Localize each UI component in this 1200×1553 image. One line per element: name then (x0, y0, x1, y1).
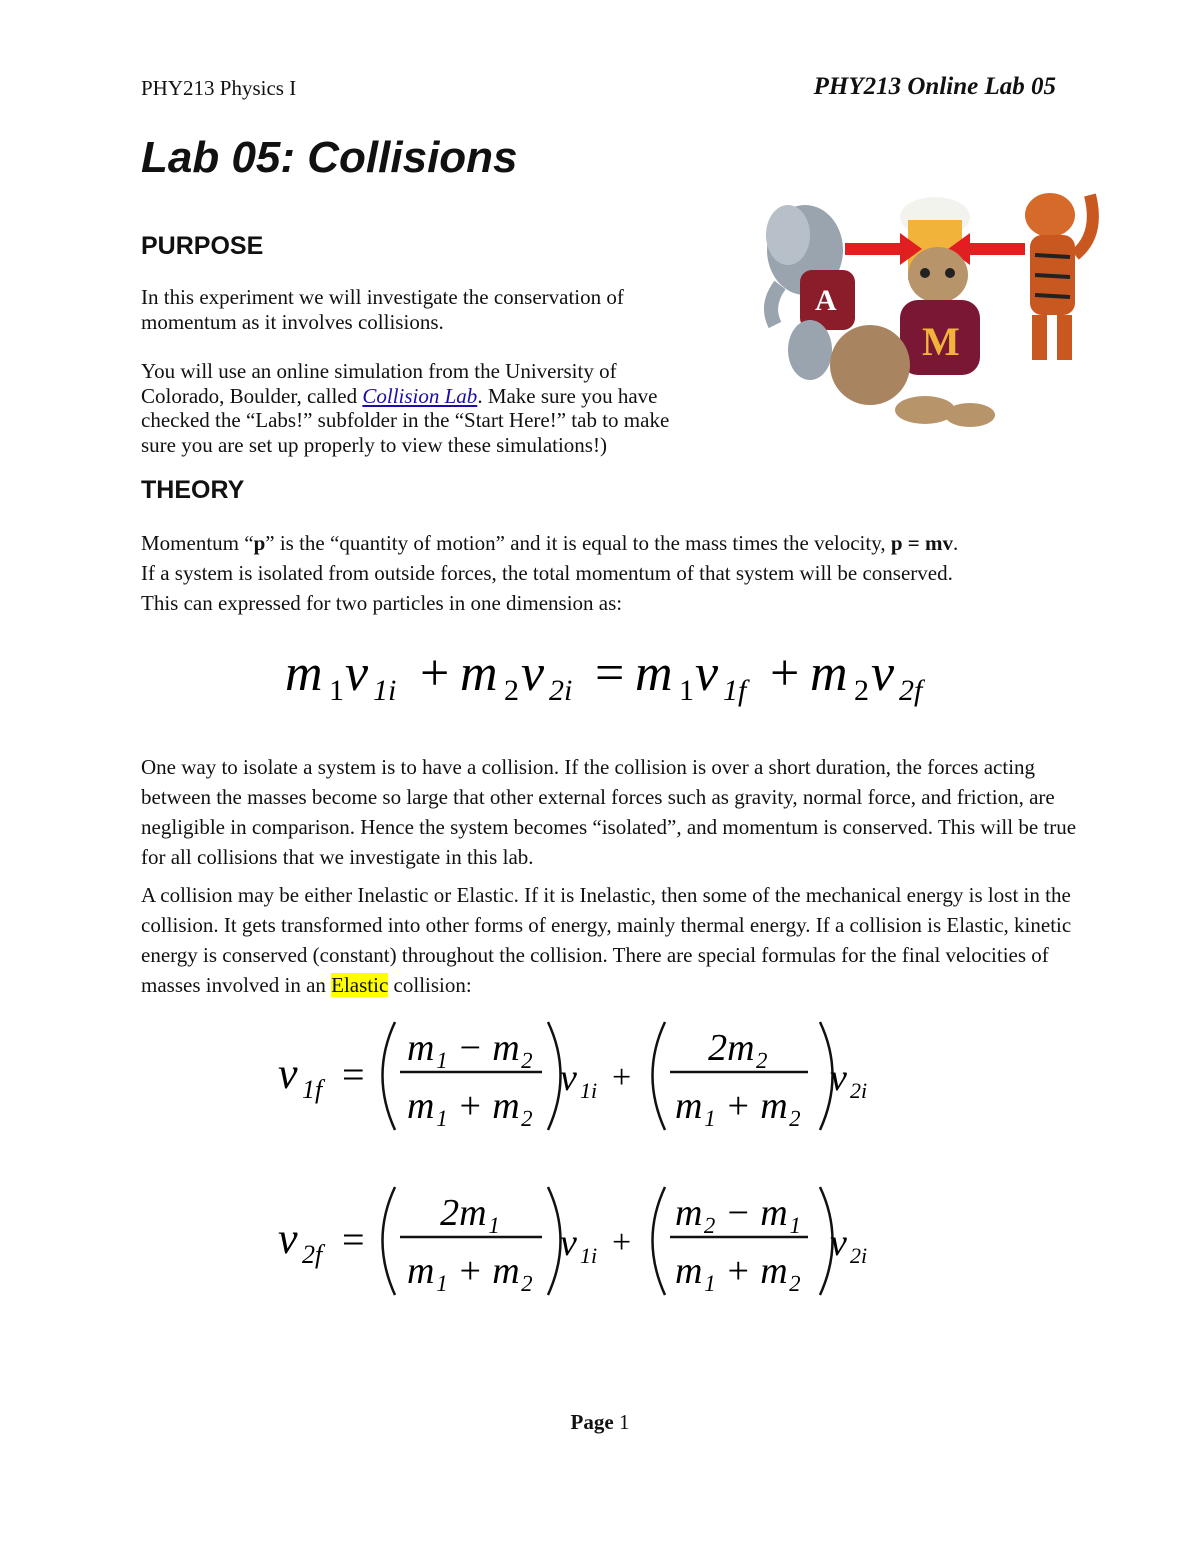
svg-text:m₁ + m₂: m₁ + m₂ (675, 1250, 801, 1292)
svg-text:m: m (810, 645, 848, 702)
theory-paragraph-1: Momentum “p” is the “quantity of motion” and it is equal to the mass times the velocity, p = mv. If a system is isolated from outside forces, the total momentum of that system will be conserved. This can expressed for two particles in one dimension as: (141, 531, 959, 615)
svg-text:1i: 1i (373, 674, 397, 707)
svg-text:+: + (612, 1059, 632, 1096)
svg-text:1f: 1f (723, 674, 747, 707)
collision-lab-link[interactable]: Collision Lab (362, 383, 478, 408)
svg-text:v: v (695, 645, 719, 702)
svg-text:v: v (830, 1057, 847, 1099)
svg-text:+: + (612, 1224, 632, 1261)
theory-paragraph-3: A collision may be either Inelastic or Elastic. If it is Inelastic, then some of the mechanical energy is lost in the collision. It gets transformed into other forms of energy, mainly thermal energy. If a collision is Elastic, kinetic energy is conserved (constant) throughout the collision. There are special formulas for the final velocities of masses involved in an Elastic collision: (141, 883, 1072, 997)
svg-text:v: v (521, 645, 545, 702)
svg-text:2f: 2f (302, 1240, 323, 1269)
svg-text:m: m (635, 645, 673, 702)
svg-text:v: v (278, 1214, 298, 1263)
momentum-equation (285, 640, 925, 710)
svg-text:=: = (342, 1052, 365, 1097)
theory-paragraph-2: One way to isolate a system is to have a collision. If the collision is over a short duration, the forces acting between the masses become so large that other external forces such as gravity, normal force, and friction, are negligible in comparison. Hence the system becomes “isolated”, and momentum is conserved. This will be true for all collisions that we investigate in this lab. (141, 755, 1077, 869)
v2f-equation (270, 1175, 910, 1305)
page-title: Lab 05: Collisions (141, 133, 518, 182)
svg-text:1: 1 (329, 674, 344, 707)
header-course: PHY213 Physics I (141, 76, 297, 100)
svg-text:1f: 1f (302, 1075, 323, 1104)
svg-text:v: v (560, 1057, 577, 1099)
svg-text:2: 2 (504, 674, 519, 707)
svg-text:2f: 2f (899, 674, 923, 707)
svg-text:1i: 1i (580, 1078, 598, 1103)
svg-text:=: = (342, 1217, 365, 1262)
purpose-paragraph-2: You will use an online simulation from the University of Colorado, Boulder, called Collision Lab. Make sure you have checked the “Labs!” subfolder in the “Start Here!” tab to make sure you are set up properly to view these simulations!) (141, 359, 670, 457)
purpose-paragraph-1: In this experiment we will investigate the conservation of momentum as it involves collisions. (141, 285, 624, 334)
svg-text:m: m (285, 645, 323, 702)
svg-text:A: A (815, 284, 837, 317)
svg-text:2i: 2i (549, 674, 573, 707)
svg-text:m: m (460, 645, 498, 702)
svg-text:v: v (871, 645, 895, 702)
svg-text:2i: 2i (850, 1078, 868, 1103)
svg-text:1: 1 (679, 674, 694, 707)
svg-text:m₁ + m₂: m₁ + m₂ (407, 1085, 533, 1127)
v1f-equation (270, 1010, 910, 1140)
svg-text:+: + (420, 645, 450, 702)
mascot-icon (760, 175, 1110, 435)
svg-text:1i: 1i (580, 1243, 598, 1268)
svg-text:2m₁: 2m₁ (440, 1192, 500, 1234)
svg-text:2: 2 (854, 674, 869, 707)
elastic-highlight: Elastic (331, 973, 389, 997)
svg-text:m₁ − m₂: m₁ − m₂ (407, 1027, 533, 1069)
mascot-collision-illustration (760, 175, 1110, 435)
svg-text:v: v (560, 1222, 577, 1264)
svg-text:2m₂: 2m₂ (708, 1027, 768, 1069)
svg-text:=: = (595, 645, 625, 702)
svg-text:v: v (278, 1049, 298, 1098)
svg-text:m₂ − m₁: m₂ − m₁ (675, 1192, 801, 1234)
purpose-heading: PURPOSE (141, 232, 264, 260)
header-lab-id: PHY213 Online Lab 05 (813, 73, 1056, 100)
page-footer: Page 1 (570, 1410, 630, 1434)
svg-text:m₁ + m₂: m₁ + m₂ (675, 1085, 801, 1127)
svg-text:v: v (345, 645, 369, 702)
svg-text:M: M (922, 319, 960, 364)
svg-text:m₁ + m₂: m₁ + m₂ (407, 1250, 533, 1292)
theory-heading: THEORY (141, 476, 245, 504)
svg-text:2i: 2i (850, 1243, 868, 1268)
svg-text:+: + (770, 645, 800, 702)
svg-text:v: v (830, 1222, 847, 1264)
